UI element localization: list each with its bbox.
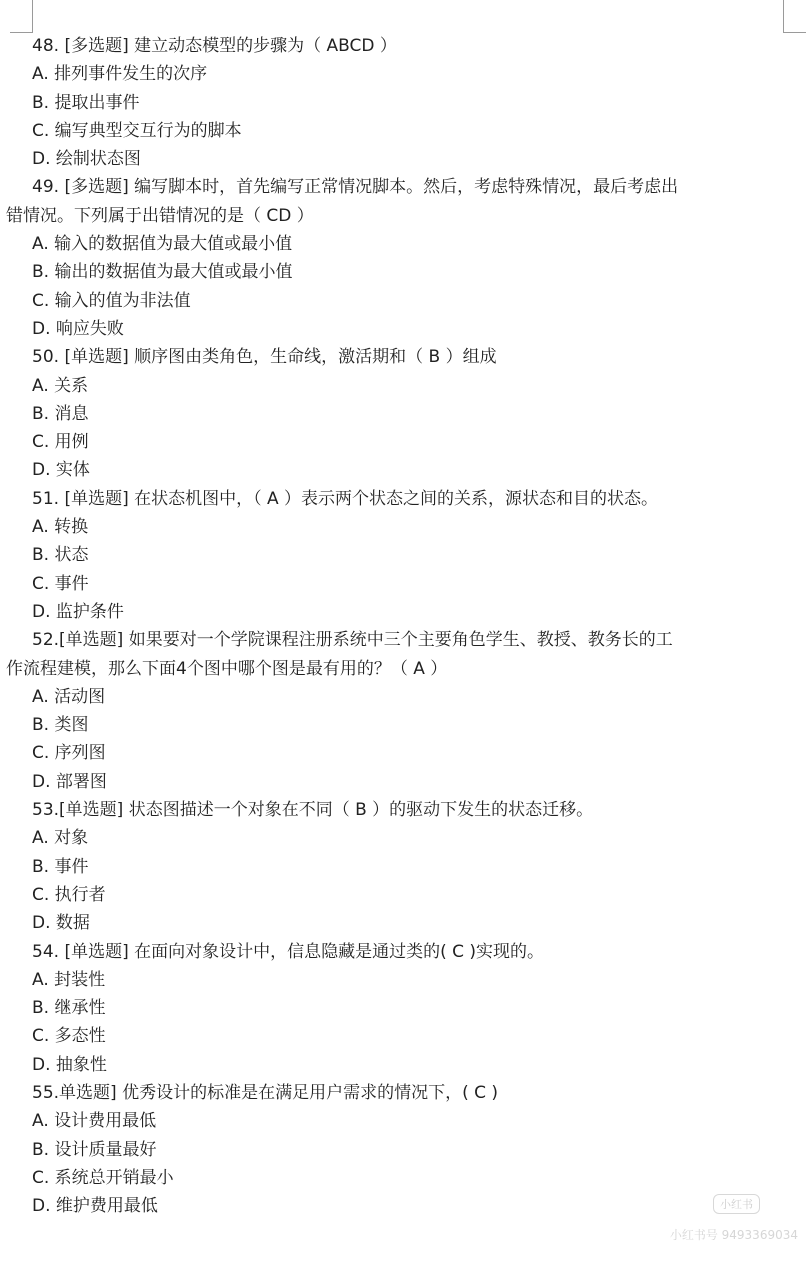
question-49-option-b: B. 输出的数据值为最大值或最小值 — [32, 262, 293, 283]
page-corner-mark-right — [783, 0, 806, 33]
question-48-stem: 48. [多选题] 建立动态模型的步骤为（ ABCD ） — [32, 36, 397, 56]
question-50-option-b: B. 消息 — [32, 403, 89, 424]
question-49-option-c: C. 输入的值为非法值 — [32, 290, 191, 311]
question-52-option-a: A. 活动图 — [32, 686, 106, 707]
question-54-option-a: A. 封装性 — [32, 969, 106, 990]
question-55-option-b: B. 设计质量最好 — [32, 1139, 157, 1160]
question-52-stem-continued: 作流程建模，那么下面4个图中哪个图是最有用的？（ A ） — [6, 658, 448, 679]
question-52-option-d: D. 部署图 — [32, 771, 107, 792]
question-54-option-b: B. 继承性 — [32, 998, 106, 1019]
question-51-stem: 51. [单选题] 在状态机图中，（ A ）表示两个状态之间的关系，源状态和目的状态。 — [32, 488, 659, 509]
question-54-option-c: C. 多态性 — [32, 1026, 106, 1047]
question-50-option-a: A. 关系 — [32, 375, 89, 396]
question-49-option-d: D. 响应失败 — [32, 318, 124, 339]
question-54-option-d: D. 抽象性 — [32, 1054, 107, 1075]
question-51-option-b: B. 状态 — [32, 545, 89, 566]
watermark-logo: 小红书 — [713, 1194, 760, 1214]
question-53-option-c: C. 执行者 — [32, 884, 106, 905]
question-document — [0, 32, 808, 1220]
question-54-stem: 54. [单选题] 在面向对象设计中，信息隐藏是通过类的( C )实现的。 — [32, 941, 545, 962]
question-55-stem: 55.单选题] 优秀设计的标准是在满足用户需求的情况下，( C ) — [32, 1082, 499, 1103]
question-51-option-c: C. 事件 — [32, 573, 89, 594]
watermark — [608, 1194, 798, 1254]
question-50-option-d: D. 实体 — [32, 460, 90, 481]
question-48-option-d: D. 绘制状态图 — [32, 149, 141, 170]
question-55-option-c: C. 系统总开销最小 — [32, 1167, 174, 1188]
question-55-option-a: A. 设计费用最低 — [32, 1111, 157, 1132]
question-53-stem: 53.[单选题] 状态图描述一个对象在不同（ B ）的驱动下发生的状态迁移。 — [32, 800, 594, 821]
question-55-option-d: D. 维护费用最低 — [32, 1196, 158, 1217]
question-49-stem: 49. [多选题] 编写脚本时，首先编写正常情况脚本。然后，考虑特殊情况，最后考虑出 — [32, 177, 679, 198]
question-51-option-d: D. 监护条件 — [32, 601, 124, 622]
question-49-stem-continued: 错情况。下列属于出错情况的是（ CD ） — [6, 205, 314, 226]
question-48-option-b: B. 提取出事件 — [32, 92, 140, 113]
question-52-option-b: B. 类图 — [32, 715, 89, 736]
question-50-option-c: C. 用例 — [32, 432, 89, 453]
question-51-option-a: A. 转换 — [32, 517, 89, 538]
question-52-stem: 52.[单选题] 如果要对一个学院课程注册系统中三个主要角色学生、教授、教务长的工 — [32, 630, 673, 651]
question-48-option-c: C. 编写典型交互行为的脚本 — [32, 120, 242, 141]
question-52-option-c: C. 序列图 — [32, 743, 106, 764]
question-48-option-a: A. 排列事件发生的次序 — [32, 64, 208, 85]
watermark-id: 小红书号 9493369034 — [669, 1228, 798, 1242]
page-corner-mark-left — [10, 0, 33, 33]
question-53-option-a: A. 对象 — [32, 828, 89, 849]
question-53-option-d: D. 数据 — [32, 913, 90, 934]
question-50-stem: 50. [单选题] 顺序图由类角色，生命线，激活期和（ B ）组成 — [32, 347, 497, 368]
question-49-option-a: A. 输入的数据值为最大值或最小值 — [32, 234, 293, 255]
question-53-option-b: B. 事件 — [32, 856, 89, 877]
